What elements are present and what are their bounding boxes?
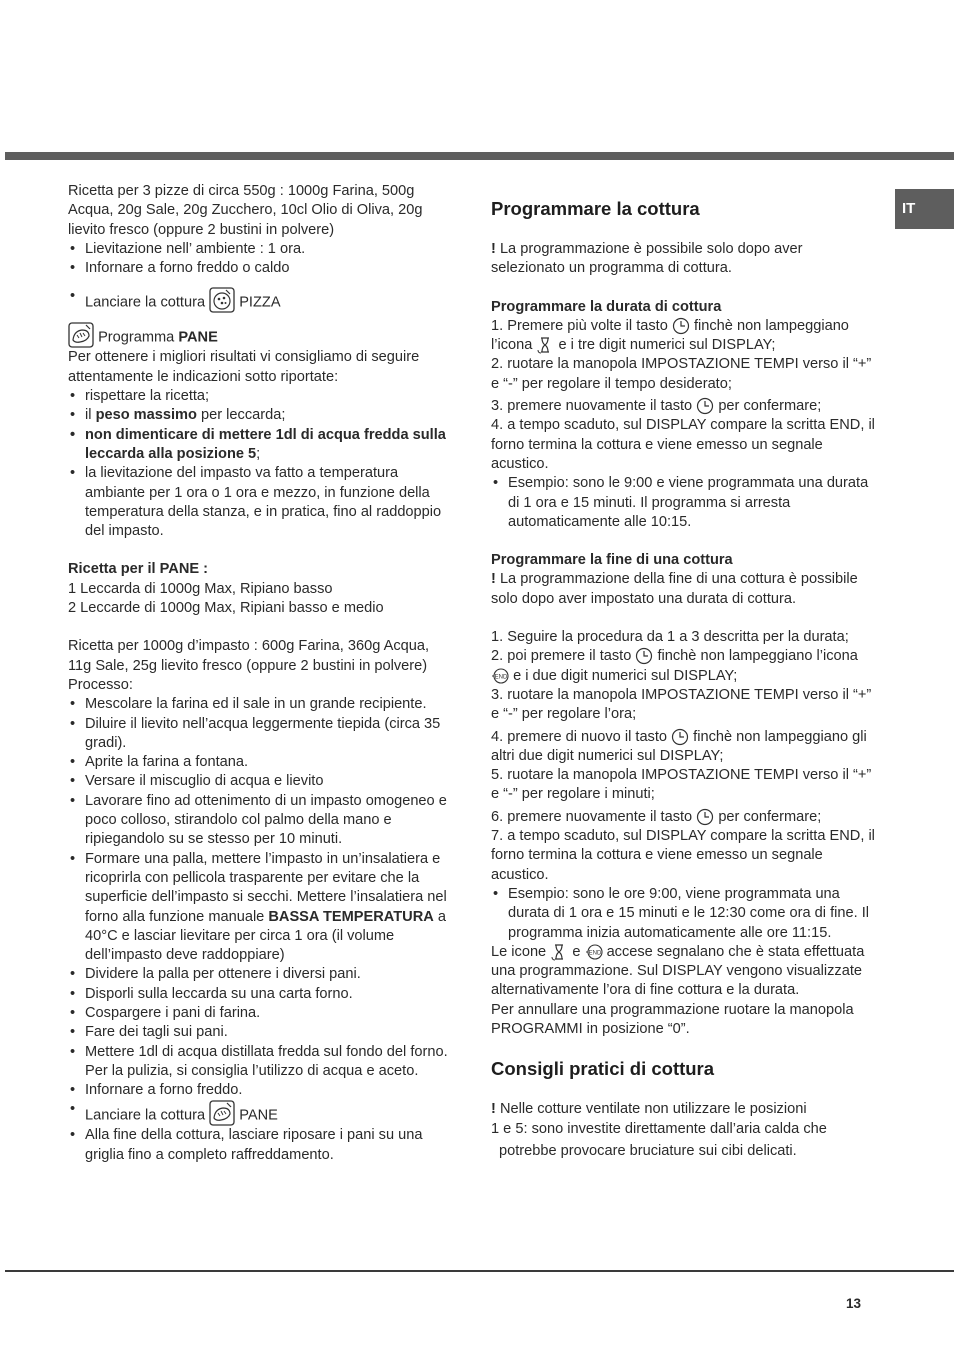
step: 2. ruotare la manopola IMPOSTAZIONE TEMPI verso il “+” e “-” per regolare il tempo desiderato; (491, 356, 872, 392)
clock-icon (672, 317, 690, 335)
pane-name: PANE (178, 330, 218, 347)
step: 4. premere di nuovo il tasto finchè non lampeggiano gli altri due digit numerici sul DISPLAY; (491, 728, 867, 764)
list-item (68, 287, 448, 313)
hourglass-icon (550, 943, 568, 961)
list-item: • Mettere 1dl di acqua distillata fredda sul fondo del forno. Per la pulizia, si consiglia l’utilizzo di acqua e aceto. (68, 1043, 448, 1082)
bread-icon (209, 1100, 235, 1126)
list-item: • Diluire il lievito nell’acqua leggermente tiepida (circa 35 gradi). (68, 715, 448, 754)
list-item: • Esempio: sono le ore 9:00, viene programmata una durata di 1 ora e 15 minuti e le 12:30 come ora di fine. Il programma inizia automaticamente alle ore 11:15. (491, 885, 876, 943)
pane-bullets (68, 387, 448, 541)
list-item: • Infornare a forno freddo o caldo (68, 259, 448, 278)
clock-icon (696, 808, 714, 826)
list-item: • Formare una palla, mettere l’impasto in un’insalatiera e ricoprirla con pellicola trasparente per evitare che la superficie dell’impasto si secchi. Mettere l’insalatiera nel forno alla funzione manuale BASSA TEMPERATURA a 40°C e lasciar lievitare per circa 1 ora (il volume dell’impasto deve raddoppiare) (68, 850, 448, 966)
step: 6. premere nuovamente il tasto per confermare; (491, 808, 822, 825)
recipe-line: 1 Leccarda di 1000g Max, Ripiano basso (68, 580, 333, 597)
list-item: • Lanciare la cottura PANE (68, 1100, 448, 1126)
end-icon (491, 667, 509, 685)
pizza-icon (209, 287, 235, 313)
list-item: • Cospargere i pani di farina. (68, 1004, 448, 1023)
step: 2. poi premere il tasto finchè non lampeggiano l’icona END e i due digit numerici sul DISPLAY; (491, 648, 858, 684)
clock-icon (696, 397, 714, 415)
list-item: • Dividere la palla per ottenere i diversi pani. (68, 965, 448, 984)
launch-program: PIZZA (239, 295, 281, 312)
pane-intro: Per ottenere i migliori risultati vi consigliamo di seguire attentamente le indicazioni sotto riportate: (68, 349, 420, 385)
list-item: • Alla fine della cottura, lasciare riposare i pani su una griglia fino a completo raffreddamento. (68, 1126, 448, 1165)
list-item: • Lavorare fino ad ottenimento di un impasto omogeneo e poco colloso, stirandolo col palmo della mano e ripiegandolo su se stesso per 10 minuti. (68, 792, 448, 850)
icons-note: Le icone e END accese segnalano che è stata effettuata una programmazione. Sul DISPLAY vengono visualizzate alternativamente l’ora di fine cottura e la durata. (491, 943, 865, 999)
svg-text:END: END (588, 950, 601, 957)
pizza-bullets (68, 240, 448, 314)
section-title-tips: Consigli pratici di cottura (491, 1058, 715, 1080)
launch-text: Lanciare la cottura (85, 295, 206, 312)
footer-rule (5, 1270, 954, 1272)
svg-text:END: END (494, 674, 508, 681)
warning-note: ! La programmazione è possibile solo dopo aver selezionato un programma di cottura. (491, 241, 803, 277)
list-item: • Aprite la farina a fontana. (68, 753, 448, 772)
list-item: • Versare il miscuglio di acqua e lievito (68, 772, 448, 791)
subtitle-duration: Programmare la durata di cottura (491, 298, 722, 315)
list-item: • Infornare a forno freddo. (68, 1081, 448, 1100)
list-item: • Fare dei tagli sui pani. (68, 1023, 448, 1042)
list-item: • il peso massimo per leccarda; (68, 406, 448, 425)
process-steps (68, 695, 448, 1165)
step: 5. ruotare la manopola IMPOSTAZIONE TEMPI verso il “+” e “-” per regolare i minuti; (491, 767, 872, 803)
list-item: • non dimenticare di mettere 1dl di acqua fredda sulla leccarda alla posizione 5; (68, 426, 448, 465)
process-label: Processo: (68, 676, 133, 693)
tip-line: potrebbe provocare bruciature sui cibi delicati. (499, 1142, 797, 1159)
language-tab: IT (895, 189, 954, 229)
list-item: • la lievitazione del impasto va fatto a temperatura ambiante per 1 ora o 1 ora e mezzo, in funzione della temperatura della stanza, e in pratica, fino al raddoppio del impasto. (68, 464, 448, 541)
clock-icon (635, 647, 653, 665)
hourglass-icon (536, 336, 554, 354)
left-column (68, 182, 448, 1165)
bread-icon (68, 322, 94, 348)
step: 1. Premere più volte il tasto finchè non lampeggiano l’icona e i tre digit numerici sul DISPLAY; (491, 317, 849, 354)
section-title-programming: Programmare la cottura (491, 198, 700, 219)
example-list (491, 885, 876, 943)
header-bar (5, 152, 954, 160)
step: 4. a tempo scaduto, sul DISPLAY compare la scritta END, il forno termina la cottura e viene emesso un segnale acustico. (491, 417, 875, 472)
step: 1. Seguire la procedura da 1 a 3 descritta per la durata; (491, 629, 849, 646)
end-icon (585, 943, 603, 961)
step: 7. a tempo scaduto, sul DISPLAY compare la scritta END, il forno termina la cottura e viene emesso un segnale acustico. (491, 828, 875, 883)
right-column (491, 197, 876, 1161)
step: 3. premere nuovamente il tasto per confermare; (491, 398, 822, 415)
list-item: • Esempio: sono le 9:00 e viene programmata una durata di 1 ora e 15 minuti. Il programma si arresta automaticamente alle 10:15. (491, 474, 876, 532)
tip-line: ! Nelle cotture ventilate non utilizzare le posizioni (491, 1101, 807, 1118)
page-number: 13 (846, 1296, 862, 1311)
pizza-recipe: Ricetta per 3 pizze di circa 550g : 1000g Farina, 500g Acqua, 20g Sale, 20g Zucchero, 10cl Olio di Oliva, 20g lievito fresco (oppure 2 bustini in polvere) (68, 183, 423, 238)
list-item: • rispettare la ricetta; (68, 387, 448, 406)
subtitle-end: Programmare la fine di una cottura (491, 552, 733, 569)
clock-icon (671, 728, 689, 746)
dough-text: Ricetta per 1000g d’impasto : 600g Farina, 360g Acqua, 11g Sale, 25g lievito fresco (oppure 2 bustini in polvere) (68, 638, 430, 674)
pane-label: Programma (98, 330, 175, 347)
step: 3. ruotare la manopola IMPOSTAZIONE TEMPI verso il “+” e “-” per regolare l’ora; (491, 686, 872, 723)
list-item: • Lievitazione nell’ ambiente : 1 ora. (68, 240, 448, 259)
pane-heading (68, 322, 448, 348)
example-list (491, 474, 876, 532)
warning-note: ! La programmazione della fine di una cottura è possibile solo dopo aver impostato una durata di cottura. (491, 571, 858, 607)
recipe-title: Ricetta per il PANE : (68, 561, 209, 578)
list-item: • Disporli sulla leccarda su una carta forno. (68, 985, 448, 1004)
cancel-note: Per annullare una programmazione ruotare la manopola PROGRAMMI in posizione “0”. (491, 1001, 854, 1037)
recipe-line: 2 Leccarde di 1000g Max, Ripiani basso e medio (68, 600, 384, 617)
list-item: • Mescolare la farina ed il sale in un grande recipiente. (68, 695, 448, 714)
tip-line: 1 e 5: sono investite direttamente dall’aria calda che (491, 1120, 827, 1137)
